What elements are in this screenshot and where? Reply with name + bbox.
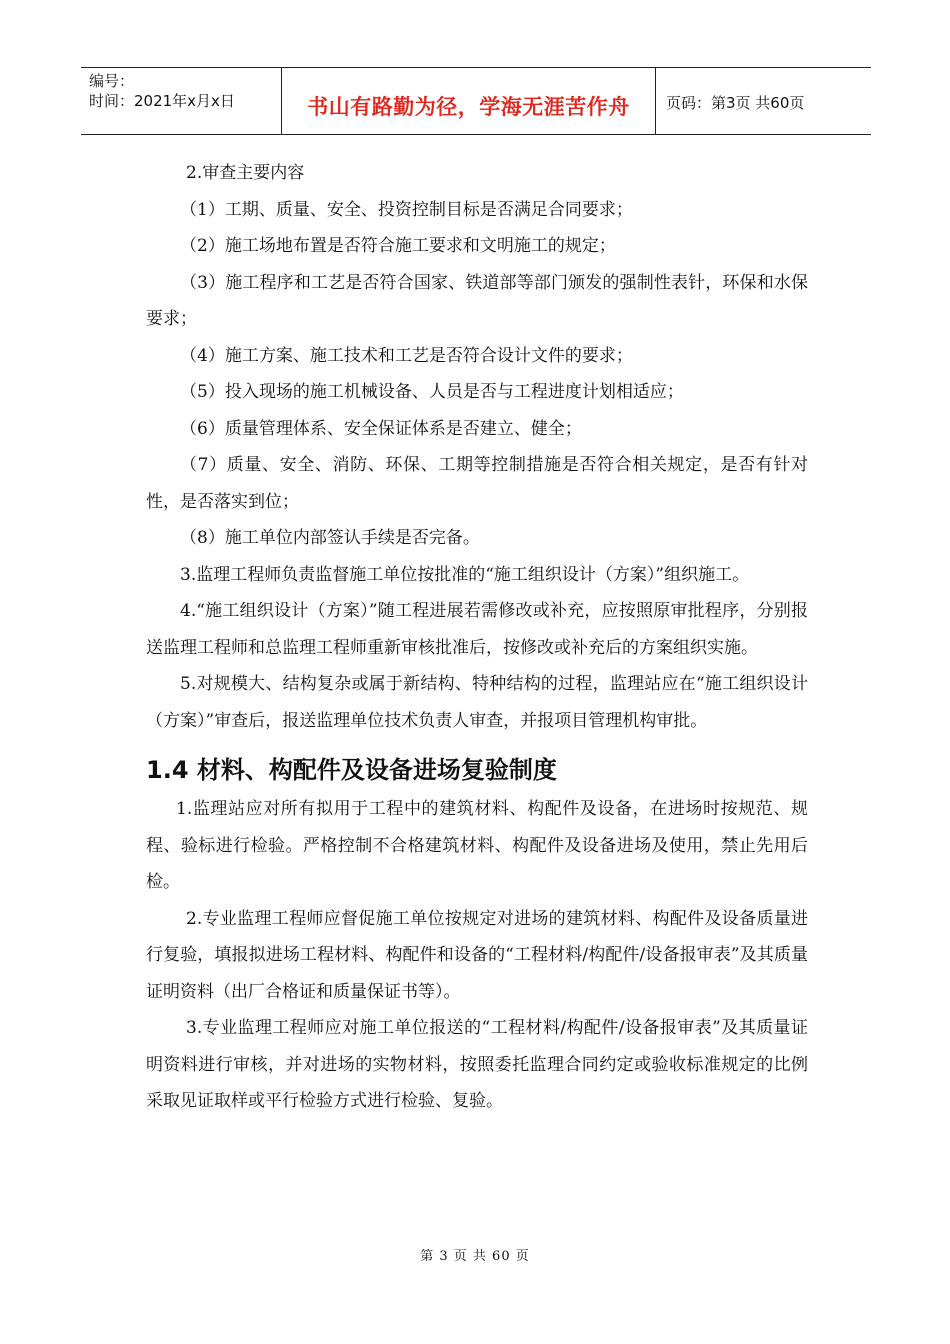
paragraph: （7）质量、安全、消防、环保、工期等控制措施是否符合相关规定，是否有针对性，是否落实到位； <box>146 455 808 512</box>
paragraph: （8）施工单位内部签认手续是否完备。 <box>180 528 480 548</box>
page-header <box>81 67 871 135</box>
document-body <box>146 155 808 1120</box>
header-motto: 书山有路勤为径，学海无涯苦作舟 <box>282 68 656 134</box>
paragraph: 5.对规模大、结构复杂或属于新结构、特种结构的过程，监理站应在“施工组织设计（方案）”审查后，报送监理单位技术负责人审查，并报项目管理机构审批。 <box>146 674 808 731</box>
paragraph: 2.专业监理工程师应督促施工单位按规定对进场的建筑材料、构配件及设备质量进行复验，填报拟进场工程材料、构配件和设备的“工程材料/构配件/设备报审表”及其质量证明资料（出厂合格证和质量保证书等）。 <box>146 908 808 1002</box>
header-page-info: 页码：第3页 共60页 <box>666 93 805 112</box>
header-meta <box>81 68 282 134</box>
paragraph: （1）工期、质量、安全、投资控制目标是否满足合同要求； <box>180 199 633 220</box>
paragraph: （4）施工方案、施工技术和工艺是否符合设计文件的要求； <box>180 345 633 366</box>
page-footer: 第 3 页 共 60 页 <box>420 1249 530 1264</box>
paragraph: 2.审查主要内容 <box>186 163 305 183</box>
paragraph: 3.监理工程师负责监督施工单位按批准的“施工组织设计（方案）”组织施工。 <box>180 564 750 585</box>
paragraph: 3.专业监理工程师应对施工单位报送的“工程材料/构配件/设备报审表”及其质量证明资料进行审核，并对进场的实物材料，按照委托监理合同约定或验收标准规定的比例采取见证取样或平行检验方式进行检验、复验。 <box>146 1018 808 1111</box>
number-label: 编号： <box>89 72 135 90</box>
paragraph: 4.“施工组织设计（方案）”随工程进展若需修改或补充，应按照原审批程序，分别报送监理工程师和总监理工程师重新审核批准后，按修改或补充后的方案组织实施。 <box>146 601 808 658</box>
section-heading: 1.4 材料、构配件及设备进场复验制度 <box>146 756 557 784</box>
paragraph: 1.监理站应对所有拟用于工程中的建筑材料、构配件及设备，在进场时按规范、规程、验标进行检验。严格控制不合格建筑材料、构配件及设备进场及使用，禁止先用后检。 <box>146 799 808 892</box>
date-label: 时间：2021年x月x日 <box>89 92 235 110</box>
paragraph: （2）施工场地布置是否符合施工要求和文明施工的规定； <box>180 236 616 256</box>
paragraph: （6）质量管理体系、安全保证体系是否建立、健全； <box>180 418 582 439</box>
paragraph: （5）投入现场的施工机械设备、人员是否与工程进度计划相适应； <box>180 382 684 402</box>
paragraph: （3）施工程序和工艺是否符合国家、铁道部等部门颁发的强制性表针，环保和水保要求； <box>146 272 808 329</box>
